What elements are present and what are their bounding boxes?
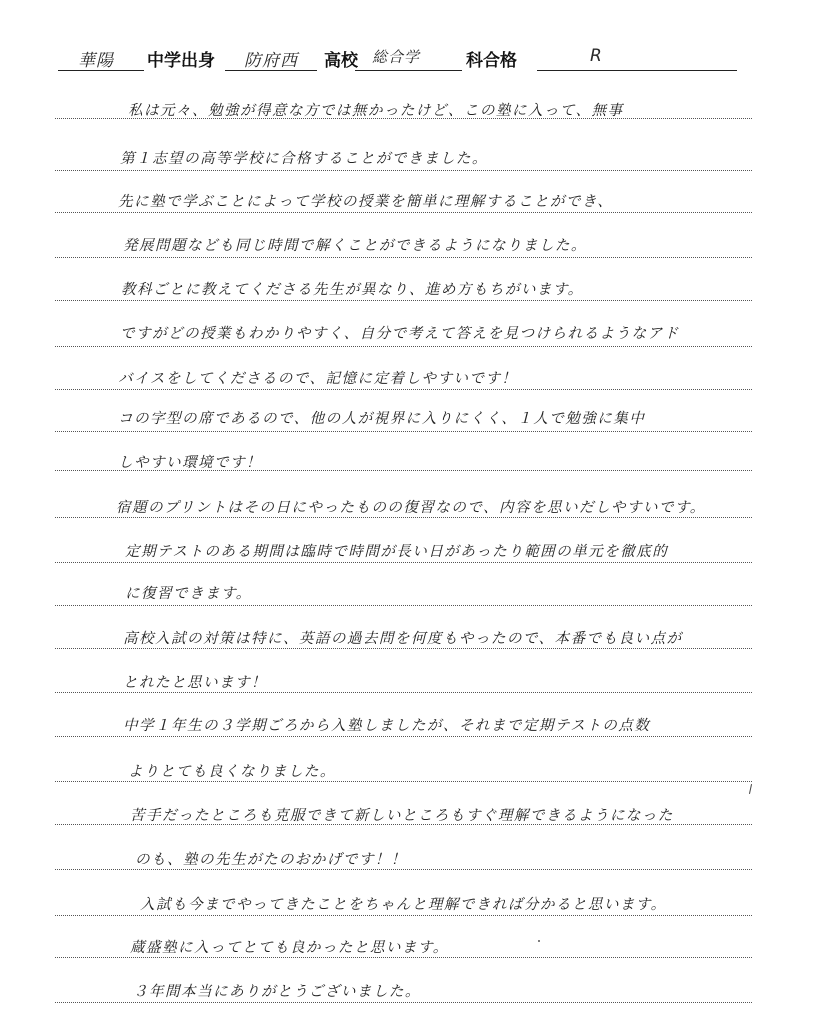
essay-line-10: 宿題のプリントはその日にやったものの復習なので、内容を思いだしやすいです。 <box>116 499 706 516</box>
essay-line-6: ですがどの授業もわかりやすく、自分で考えて答えを見つけられるようなアド <box>120 325 680 342</box>
student-name: 華陽 <box>78 51 114 71</box>
essay-line-15: 中学１年生の３学期ごろから入塾しましたが、それまで定期テストの点数 <box>123 717 651 734</box>
essay-line-21: ３年間本当にありがとうございました。 <box>133 983 421 1000</box>
stray-dot <box>538 940 540 942</box>
stray-mark <box>749 784 752 794</box>
header-line <box>0 0 820 80</box>
essay-line-18: のも、塾の先生がたのおかげです！！ <box>135 851 407 868</box>
essay-line-16: よりとても良くなりました。 <box>128 763 336 780</box>
ruled-line <box>55 431 752 432</box>
ruled-line <box>55 300 752 301</box>
ruled-line <box>55 957 752 958</box>
essay-line-13: 高校入試の対策は特に、英語の過去問を何度もやったので、本番でも良い点が <box>123 630 683 647</box>
ruled-line <box>55 170 752 171</box>
ruled-line <box>55 648 752 649</box>
essay-line-8: コの字型の席であるので、他の人が視界に入りにくく、１人で勉強に集中 <box>118 410 646 427</box>
initial-underline <box>537 70 737 71</box>
school-name: 防府西 <box>244 51 298 71</box>
essay-line-20: 蔵盛塾に入ってとても良かったと思います。 <box>130 939 449 956</box>
essay-line-11: 定期テストのある期間は臨時で時間が長い日があったり範囲の単元を徹底的 <box>125 543 669 560</box>
ruled-line <box>55 562 752 563</box>
ruled-line <box>55 517 752 518</box>
student-initial: R <box>590 46 603 66</box>
ruled-line <box>55 389 752 390</box>
pass-label: 科合格 <box>466 51 517 71</box>
essay-line-5: 教科ごとに教えてくださる先生が異なり、進め方もちがいます。 <box>121 281 584 298</box>
essay-line-1: 私は元々、勉強が得意な方では無かったけど、この塾に入って、無事 <box>128 102 624 119</box>
ruled-line <box>55 781 752 782</box>
ruled-line <box>55 346 752 347</box>
junior-high-label: 中学出身 <box>147 51 215 71</box>
ruled-line <box>55 257 752 258</box>
ruled-line <box>55 869 752 870</box>
essay-line-12: に復習できます。 <box>125 585 252 602</box>
ruled-line <box>55 736 752 737</box>
name-underline <box>58 70 144 71</box>
essay-line-3: 先に塾で学ぶことによって学校の授業を簡単に理解することができ、 <box>118 193 614 210</box>
ruled-line <box>55 1002 752 1003</box>
course-underline <box>355 70 462 71</box>
essay-line-9: しやすい環境です！ <box>118 454 262 471</box>
essay-line-4: 発展問題なども同じ時間で解くことができるようになりました。 <box>123 237 587 254</box>
essay-line-14: とれたと思います！ <box>123 674 267 691</box>
high-school-label: 高校 <box>324 51 358 71</box>
course-name: 総合学 <box>372 48 421 66</box>
ruled-line <box>55 915 752 916</box>
school-underline <box>225 70 317 71</box>
essay-line-7: バイスをしてくださるので、記憶に定着しやすいです！ <box>118 370 518 387</box>
essay-line-17: 苦手だったところも克服できて新しいところもすぐ理解できるようになった <box>130 807 674 824</box>
essay-line-2: 第１志望の高等学校に合格することができました。 <box>120 150 488 167</box>
ruled-line <box>55 605 752 606</box>
ruled-line <box>55 692 752 693</box>
essay-line-19: 入試も今までやってきたことをちゃんと理解できれば分かると思います。 <box>140 896 667 913</box>
ruled-line <box>55 212 752 213</box>
